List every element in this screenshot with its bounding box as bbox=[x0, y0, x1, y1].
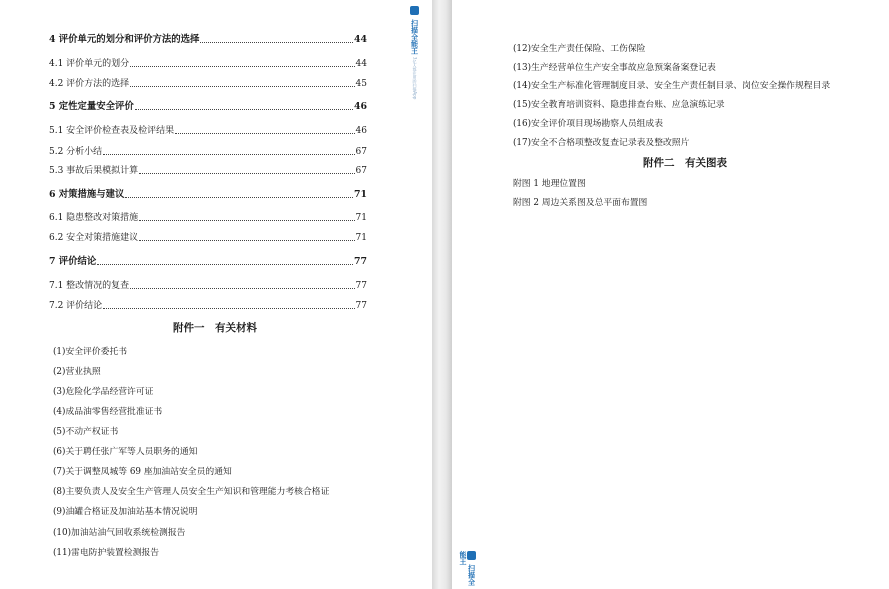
list-item: (5)不动产权证书 bbox=[53, 427, 119, 437]
list-item: (2)营业执照 bbox=[53, 367, 101, 377]
toc-entry[interactable]: 6.1 隐患整改对策措施 71 bbox=[49, 213, 367, 223]
toc-entry[interactable]: 4.1 评价单元的划分 44 bbox=[49, 59, 367, 69]
list-item: 附图 1 地理位置图 bbox=[513, 179, 586, 189]
right-page bbox=[452, 0, 889, 589]
list-item: (12)安全生产责任保险、工伤保险 bbox=[513, 44, 646, 54]
toc-entry[interactable]: 5.3 事故后果模拟计算 67 bbox=[49, 166, 367, 176]
scanner-watermark bbox=[409, 6, 419, 99]
toc-entry[interactable]: 5.1 安全评价检查表及检评结果 46 bbox=[49, 126, 367, 136]
toc-entry[interactable]: 5 定性定量安全评价 46 bbox=[49, 101, 367, 112]
list-item: (11)雷电防护装置检测报告 bbox=[53, 548, 160, 558]
list-item: (4)成品油零售经营批准证书 bbox=[53, 407, 163, 417]
list-item: 附图 2 周边关系图及总平面布置图 bbox=[513, 198, 648, 208]
list-item: (10)加油站油气回收系统检测报告 bbox=[53, 528, 186, 538]
toc-entry[interactable]: 4 评价单元的划分和评价方法的选择 44 bbox=[49, 34, 367, 45]
watermark-brand: 扫描全能王 bbox=[410, 19, 419, 55]
list-item: (7)关于调整凤城等 69 座加油站安全员的通知 bbox=[53, 467, 232, 477]
scanner-watermark-bottom bbox=[459, 551, 476, 587]
toc-entry[interactable]: 7.2 评价结论 77 bbox=[49, 301, 367, 311]
toc-entry[interactable]: 4.2 评价方法的选择 45 bbox=[49, 79, 367, 89]
list-item: (6)关于聘任张广军等人员职务的通知 bbox=[53, 447, 198, 457]
page-gutter bbox=[432, 0, 452, 589]
list-item: (16)安全评价项目现场勘察人员组成表 bbox=[513, 119, 664, 129]
list-item: (9)油罐合格证及加油站基本情况说明 bbox=[53, 507, 198, 517]
toc-entry[interactable]: 6 对策措施与建议 71 bbox=[49, 189, 367, 200]
toc-entry[interactable]: 6.2 安全对策措施建议 71 bbox=[49, 233, 367, 243]
list-item: (8)主要负责人及安全生产管理人员安全生产知识和管理能力考核合格证 bbox=[53, 487, 330, 497]
attachment1-title: 附件一 有关材料 bbox=[173, 322, 257, 334]
list-item: (14)安全生产标准化管理制度目录、安全生产责任制目录、岗位安全操作规程目录 bbox=[513, 81, 831, 91]
list-item: (3)危险化学品经营许可证 bbox=[53, 387, 154, 397]
toc-entry[interactable]: 7.1 整改情况的复查 77 bbox=[49, 281, 367, 291]
left-page bbox=[0, 0, 432, 589]
toc-entry[interactable]: 7 评价结论 77 bbox=[49, 256, 367, 267]
list-item: (15)安全教育培训资料、隐患排查台账、应急演练记录 bbox=[513, 100, 725, 110]
watermark-sub: 3亿人都在用的扫描App bbox=[412, 56, 418, 100]
cs-logo-icon bbox=[467, 551, 476, 560]
toc-entry[interactable]: 5.2 分析小结 67 bbox=[49, 147, 367, 157]
list-item: (17)安全不合格项整改复查记录表及整改照片 bbox=[513, 138, 690, 148]
attachment2-title: 附件二 有关图表 bbox=[643, 157, 727, 169]
list-item: (13)生产经营单位生产安全事故应急预案备案登记表 bbox=[513, 63, 716, 73]
watermark-brand: 扫描全能王 bbox=[459, 551, 476, 586]
list-item: (1)安全评价委托书 bbox=[53, 347, 128, 357]
cs-logo-icon bbox=[410, 6, 419, 15]
